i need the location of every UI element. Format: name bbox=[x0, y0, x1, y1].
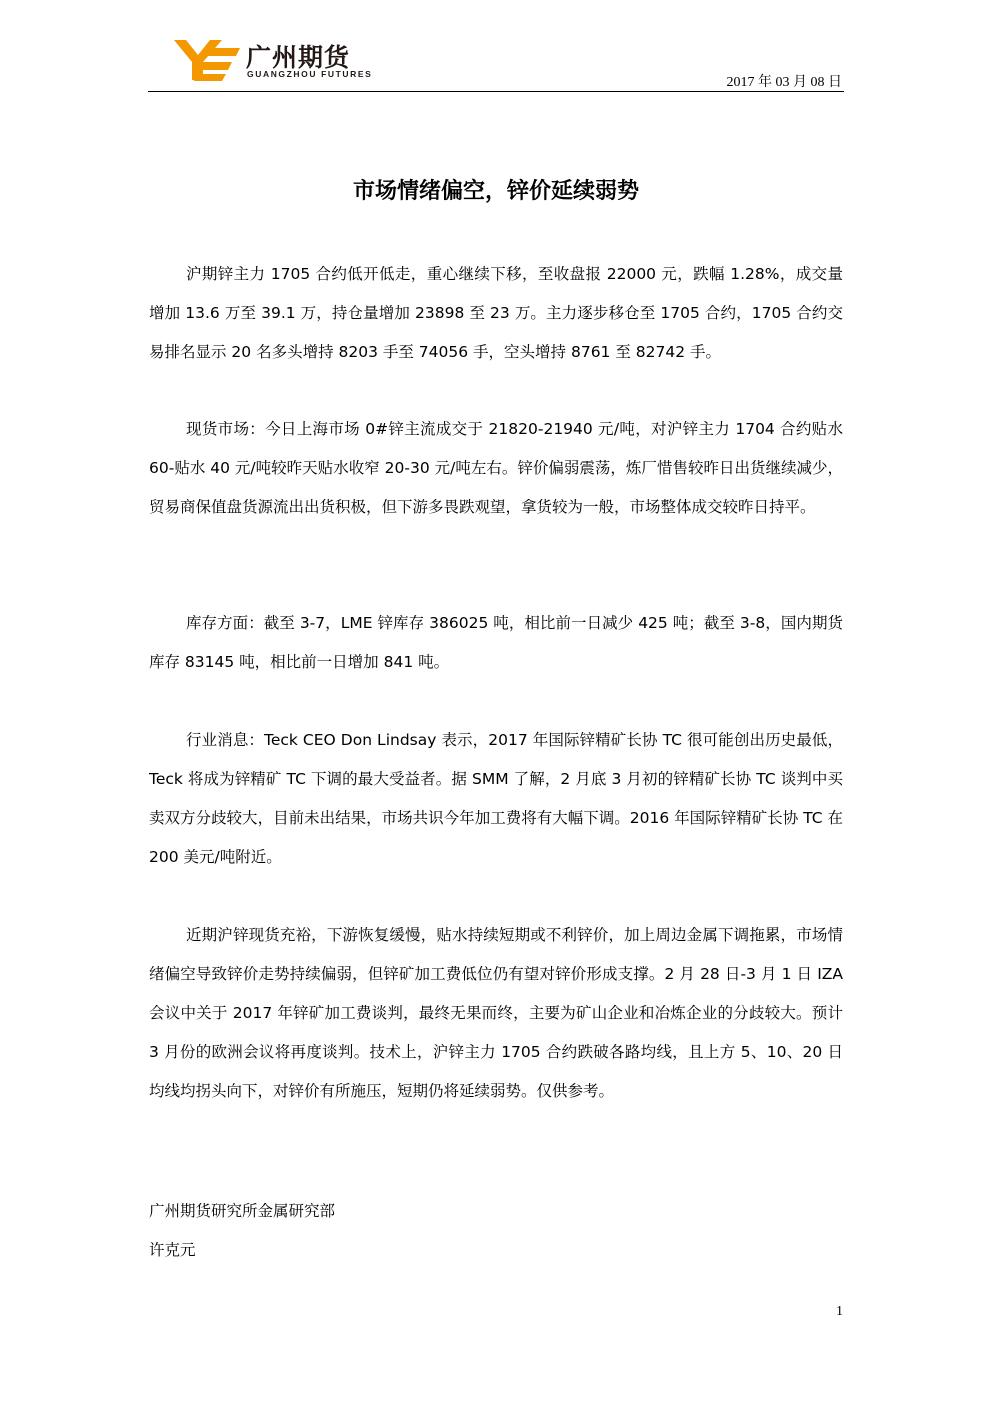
paragraph-outlook: 近期沪锌现货充裕，下游恢复缓慢，贴水持续短期或不利锌价，加上周边金属下调拖累，市场情绪偏空导致锌价走势持续偏弱，但锌矿加工费低位仍有望对锌价形成支撑。2 月 28 日-3 月 1 日 IZA 会议中关于 2017 年锌矿加工费谈判，最终无果而终，主要为矿山企业和冶炼企业的分歧较大。预计 3 月份的欧洲会议将再度谈判。技术上，沪锌主力 1705 合约跌破各路均线，且上方 5、10、20 日均线均拐头向下，对锌价有所施压，短期仍将延续弱势。仅供参考。 bbox=[149, 926, 843, 1100]
paragraph-inventory: 库存方面：截至 3-7，LME 锌库存 386025 吨，相比前一日减少 425 吨；截至 3-8，国内期货库存 83145 吨，相比前一日增加 841 吨。 bbox=[149, 614, 843, 671]
header-divider bbox=[148, 91, 844, 92]
page-number: 1 bbox=[836, 1304, 843, 1319]
logo-chinese-name: 广州期货 bbox=[246, 43, 351, 72]
logo-english-name: GUANGZHOU FUTURES bbox=[247, 69, 373, 79]
guangzhou-futures-logo-icon bbox=[174, 38, 242, 82]
signature-author: 许克元 bbox=[149, 1241, 196, 1259]
paragraph-spot-market: 现货市场：今日上海市场 0#锌主流成交于 21820-21940 元/吨，对沪锌主力 1704 合约贴水 60-贴水 40 元/吨较昨天贴水收窄 20-30 元/吨左右。锌价偏弱震荡，炼厂惜售较昨日出货继续减少，贸易商保值盘货源流出出货积极，但下游多畏跌观望，拿货较为一般，市场整体成交较昨日持平。 bbox=[149, 420, 843, 516]
report-date: 2017 年 03 月 08 日 bbox=[726, 75, 842, 90]
paragraph-industry-news: 行业消息：Teck CEO Don Lindsay 表示，2017 年国际锌精矿长协 TC 很可能创出历史最低，Teck 将成为锌精矿 TC 下调的最大受益者。据 SMM 了解，2 月底 3 月初的锌精矿长协 TC 谈判中买卖双方分歧较大，目前未出结果，市场共识今年加工费将有大幅下调。2016 年国际锌精矿长协 TC 在 200 美元/吨附近。 bbox=[149, 731, 843, 866]
company-logo bbox=[174, 38, 374, 84]
signature-department: 广州期货研究所金属研究部 bbox=[149, 1202, 336, 1220]
paragraph-market-summary: 沪期锌主力 1705 合约低开低走，重心继续下移，至收盘报 22000 元，跌幅 1.28%，成交量增加 13.6 万至 39.1 万，持仓量增加 23898 至 23 万。主力逐步移仓至 1705 合约，1705 合约交易排名显示 20 名多头增持 8203 手至 74056 手，空头增持 8761 至 82742 手。 bbox=[149, 265, 843, 361]
page-title: 市场情绪偏空，锌价延续弱势 bbox=[352, 178, 639, 204]
